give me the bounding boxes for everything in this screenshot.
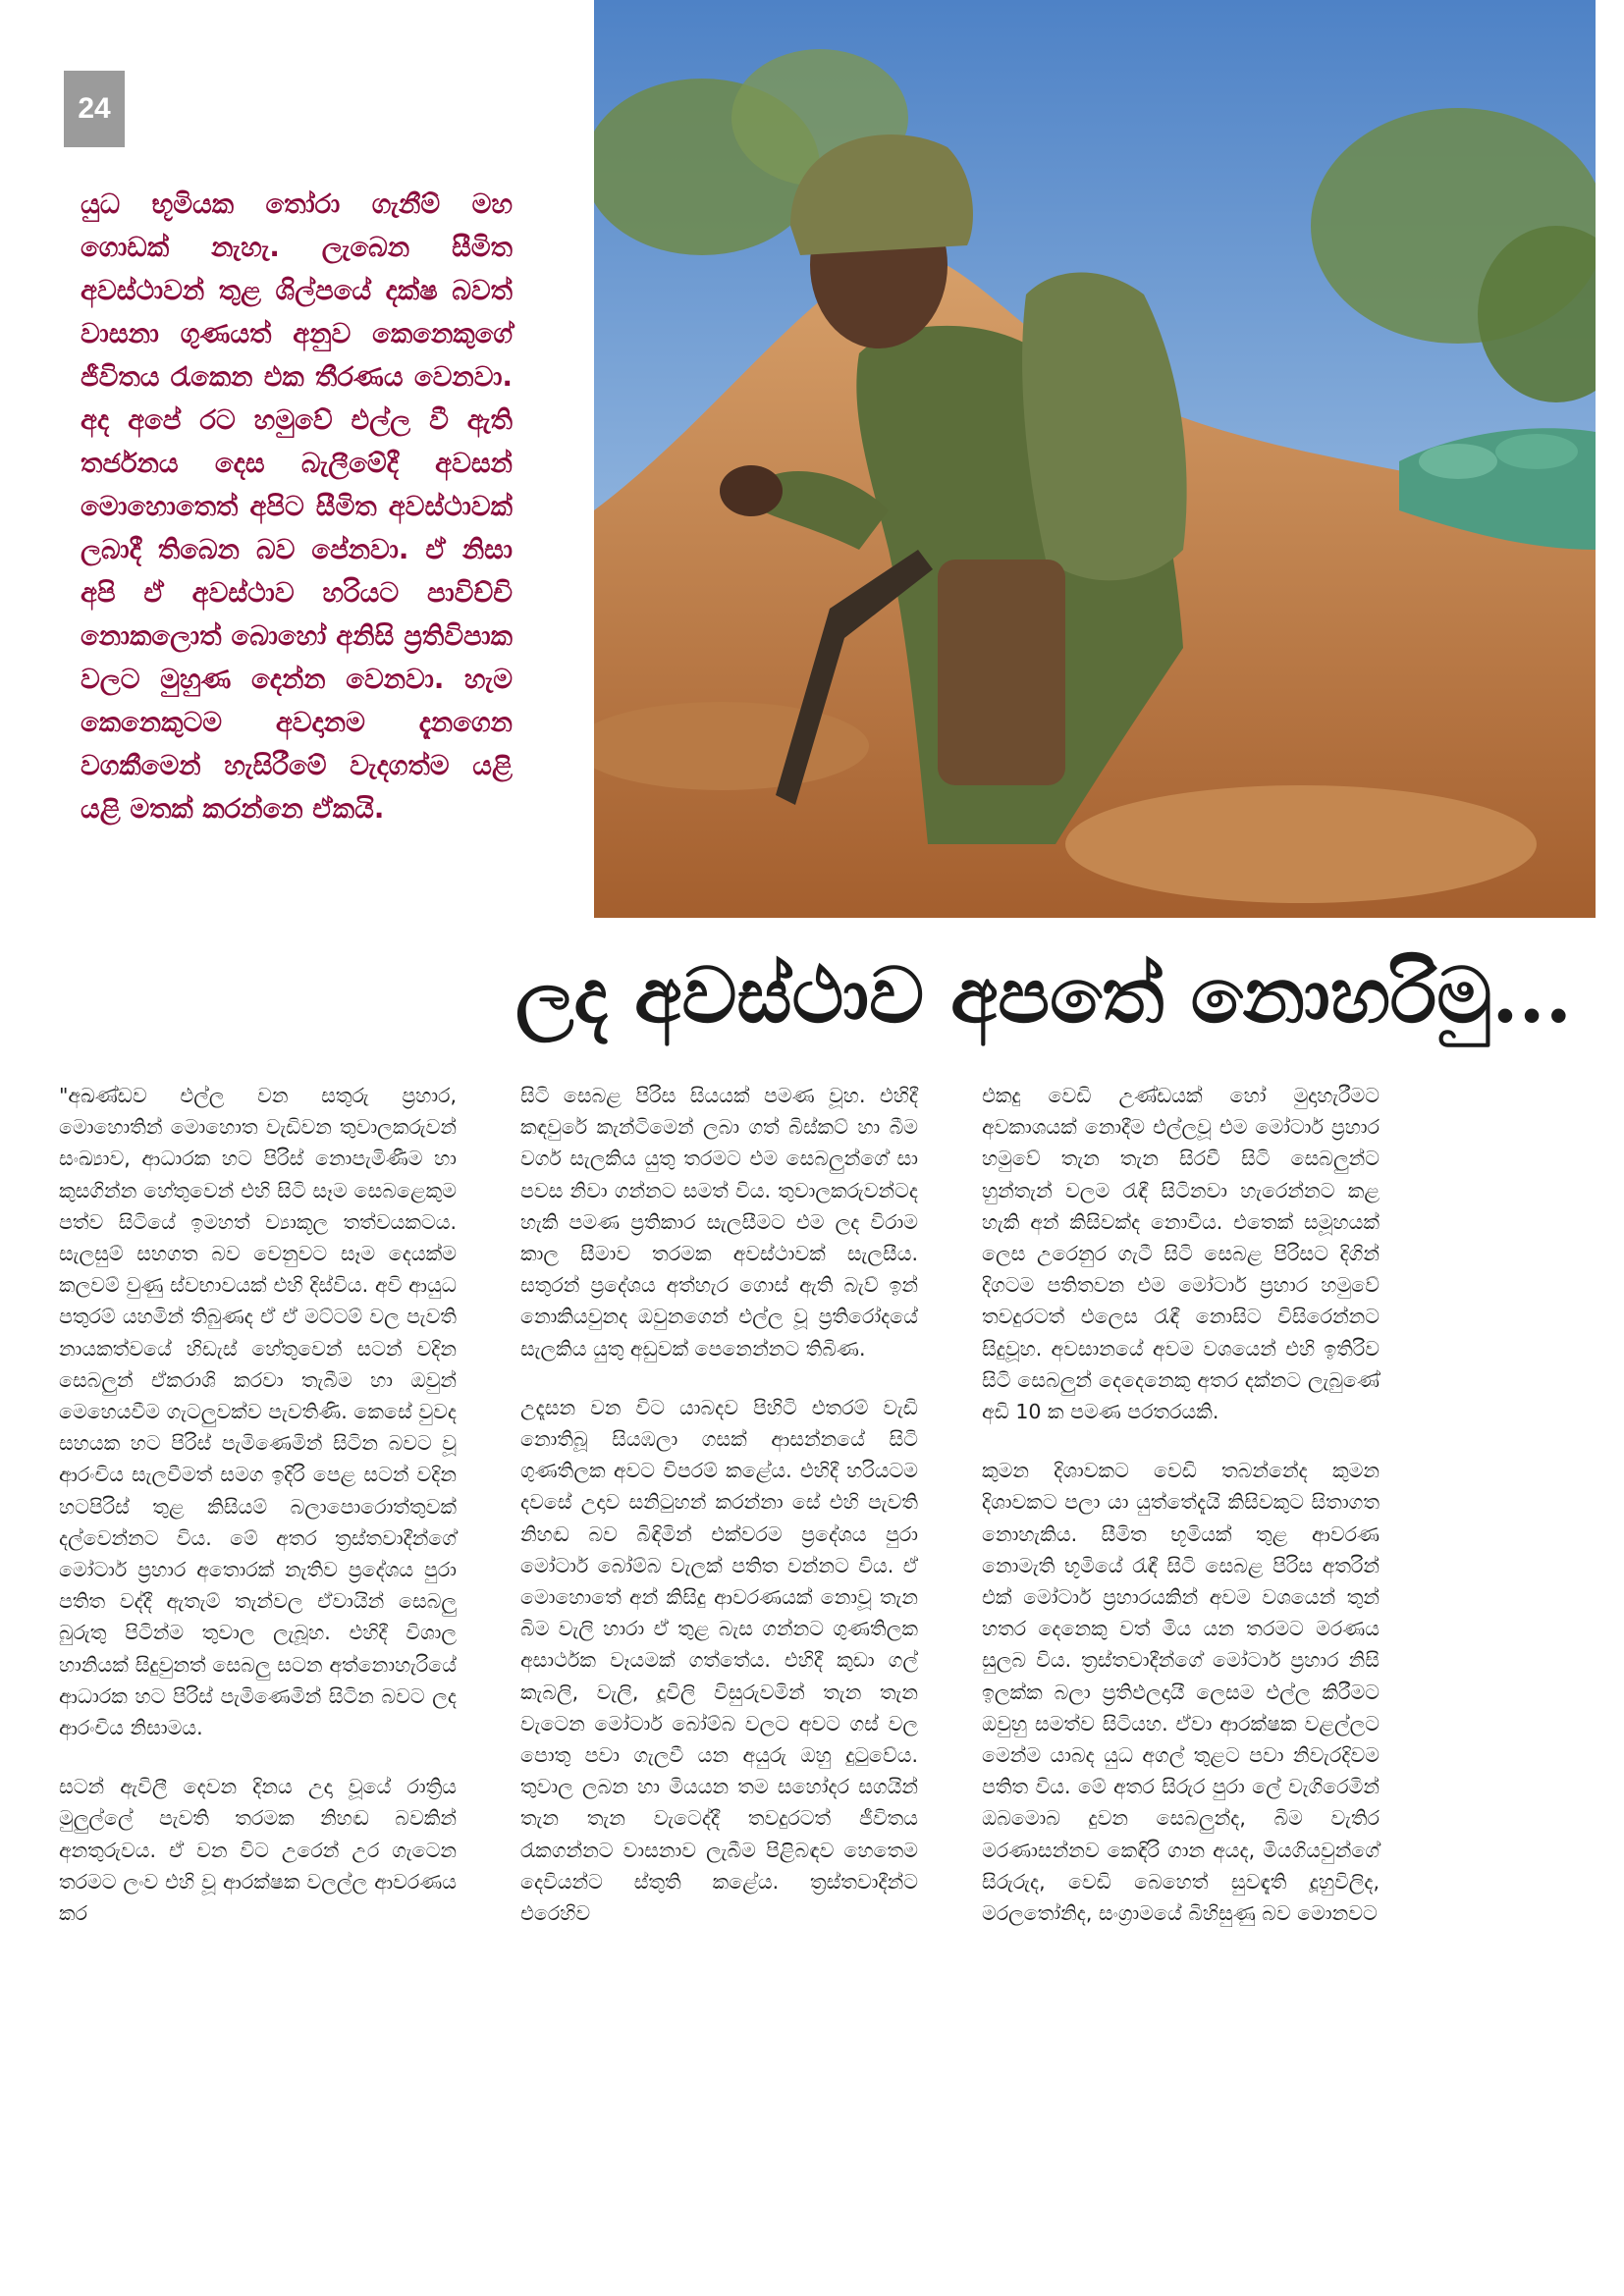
article-column-3 [982,1080,1380,1956]
article-column-2 [520,1080,918,1956]
paragraph: "අඛණ්ඩව එල්ල වන සතුරු ප්‍රහාර, මොහොතින් මොහොත වැඩිවන තුවාලකරුවන් සංඛ්‍යාව, ආධාරක හට පිරිස් නොපැමිණීම හා කුසගින්න හේතුවෙන් එහි සිටි සෑම සෙබළෙකුම පත්ව සිටියේ ඉමහත් ව්‍යාකූල තත්වයකටය. සැලසුම් සහගත බව වෙනුවට සෑම දෙයක්ම කලවම් වුණු ස්වභාවයක් එහි දිස්විය. අවි ආයුධ පතුරම් යහමින් තිබුණද ඒ ඒ මට්ටම් වල පැවති නායකත්වයේ හිඩැස් හේතුවෙන් සටන් වදින සෙබලුන් ඒකරාශි කරවා තැබීම හා ඔවුන් මෙහෙයවීම ගැටලුවක්ව පැවතිණි. කෙසේ වුවද සහයක හට පිරිස් පැමිණෙමින් සිටින බවට වූ ආරංචිය සැලවීමත් සමග ඉදිරි පෙළ සටන් වදින හටපිරිස් තුළ කිසියම් බලාපොරොත්තුවක් දල්වෙන්නට විය. මේ අතර ත්‍රස්තවාදීන්ගේ මෝටාර් ප්‍රහාර අතොරක් නැතිව ප්‍රදේශය පුරා පතිත වද්දී ඇතැම් තැන්වල ඒවායින් සෙබලු බුරුතු පිටින්ම තුවාල ලැබූහ. එහිදී විශාල හානියක් සිදුවුනත් සෙබලු සටන අත්නොහැරියේ ආධාරක හට පිරිස් පැමිණෙමින් සිටින බවට ලද ආරංචිය නිසාමය. [59,1084,457,1740]
paragraph: කුමන දිශාවකට වෙඩි තබන්නේද කුමන දිශාවකට පලා යා යුත්තේදැයි කිසිවකුට සිතාගත නොහැකිය. සීමිත භූමියක් තුළ ආවරණ නොමැති භූමියේ රැඳී සිටි සෙබළ පිරිස අතරින් එක් මෝටාර් ප්‍රහාරයකින් අවම වශයෙන් තුන් හතර දෙනෙකු වත් මිය යන තරමට මරණය සුලබ විය. ත්‍රස්තවාදීන්ගේ මෝටාර් ප්‍රහාර නිසි ඉලක්ක බලා ප්‍රතිඵලදායී ලෙසම එල්ල කිරීමට ඔවුහු සමත්ව සිටියහ. ඒවා ආරක්ෂක වළල්ලට මෙන්ම යාබද යුධ අගල් තුළට පවා නිවැරදිවම පතිත විය. මේ අතර සිරුර පුරා ලේ වැගිරෙමින් ඔබමොබ දුවන සෙබලුන්ද, බිම වැතිර මරණාසන්නව කෙඳිරි ගාන අයද, මියගියවුන්ගේ සිරුරුද, වෙඩි බෙහෙත් සුවඳැති දූහුවිලිද, මරලතෝනිද, සංග්‍රාමයේ බිහිසුණු බව මොනවට [982,1459,1380,1926]
soldier-photo [594,0,1596,918]
paragraph: සිටි සෙබළ පිරිස සියයක් පමණ වූහ. එහිදී කඳවුරේ කැන්ටිමෙන් ලබා ගත් බිස්කට් හා බීම වර්ග සැලකිය යුතු තරමට එම සෙබලුන්ගේ සා පවස නිවා ගන්නට සමත් විය. තුවාලකරුවන්ටද හැකි පමණ ප්‍රතිකාර සැලසීමට එම ලද විරාම කාල සීමාව තරමක අවස්ථාවක් සැලසීය. සතුරන් ප්‍රදේශය අත්හැර ගොස් ඇති බැව් ඉන් නොකියවුනද ඔවුනගෙන් එල්ල වූ ප්‍රතිරෝදයේ සැලකිය යුතු අඩුවක් පෙනෙන්නට තිබිණ. [520,1084,918,1361]
paragraph: උදෑසන වන විට යාබදව පිහිටි එතරම් වැඩි නොතිබූ සියඹලා ගසක් ආසන්නයේ සිටි ගුණතිලක අවට විපරම් කළේය. එහිදී හරියටම දවසේ උදාව සනිටුහන් කරන්නා සේ එහි පැවති නිහඬ බව බිඳිමින් එක්වරම ප්‍රදේශය පුරා මෝටාර් බෝම්බ වැලක් පතිත වන්නට විය. ඒ මොහොතේ අන් කිසිදු ආවරණයක් නොවූ තැන බිම වැලි හාරා ඒ තුළ බැස ගන්නට ගුණතිලක අසාර්ථක වෑයමක් ගත්තේය. එහිදී කුඩා ගල් කැබලි, වැලි, දූවිලි විසුරුවමින් තැන තැන වැටෙන මෝටාර් බෝම්බ වලට අවට ගස් වල පොතු පවා ගැලවී යන අයුරු ඔහු දුටුවේය. තුවාල ලබන හා මියයන තම සහෝදර සගයින් තැන තැන වැටෙද්දී තවදුරටත් ජීවිතය රැකගන්නට වාසනාව ලැබීම පිළිබඳව හෙතෙම දෙවියන්ට ස්තුති කළේය. ත්‍රස්තවාදීන්ට එරෙහිව [520,1395,918,1926]
intro-text: යුධ භූමියක තෝරා ගැනීම් මහ ගොඩක් නැහැ. ලැබෙන සීමිත අවස්ථාවන් තුළ ශිල්පයේ දක්ෂ බවත් වාසනා ගුණයත් අනුව කෙනෙකුගේ ජීවිතය රැකෙන එක තීරණය වෙනවා. අද අපේ රට හමුවේ එල්ල වී ඇති තර්ජනය දෙස බැලීමේදී අවසන් මොහොතෙත් අපිට සීමිත අවස්ථාවක් ලබාදී තිබෙන බව පේනවා. ඒ නිසා අපි ඒ අවස්ථාව හරියට පාවිච්චි නොකලොත් බොහෝ අනිසි ප්‍රතිවිපාක වලට මුහුණ දෙන්න වෙනවා. හැම කෙනෙකුටම අවදානම දැනගෙන වගකීමෙන් හැසිරීමේ වැදගත්ම යළි යළි මතක් කරන්නෙ ඒකයි. [81,188,513,825]
page-number: 24 [64,71,125,147]
article-column-1 [59,1080,457,1956]
paragraph: සටන් ඇවිලී දෙවන දිනය උදා වූයේ රාත්‍රිය මුලුල්ලේ පැවති තරමක නිහඬ බවකින් අනතුරුවය. ඒ වන විට උරෙන් උර ගැටෙන තරමට ලංව එහි වූ ආරක්ෂක වලල්ල ආවරණය කර [59,1775,457,1926]
headline: ලද අවස්ථාව අපතේ නොහරිමු... [515,951,1572,1041]
paragraph: එකදු වෙඩි උණ්ඩයක් හෝ මුදාහැරීමට අවකාශයක් නොදීම එල්ලවූ එම මෝටාර් ප්‍රහාර හමුවේ තැන තැන සිරවී සිටි සෙබලුන්ට හුන්තැන් වලම රැඳී සිටිනවා හැරෙන්නට කළ හැකි අන් කිසිවක්ද නොවීය. එතෙක් සමූහයක් ලෙස උරෙනුර ගැටී සිටි සෙබළ පිරිසට දිගින් දිගටම පතිතවන එම මෝටාර් ප්‍රහාර හමුවේ තවදුරටත් එලෙස රැඳී නොසිට විසිරෙන්නට සිදුවූහ. අවසානයේ අවම වශයෙන් එහි ඉතිරිව සිටි සෙබලුන් දෙදෙනෙකු අතර දක්නට ලැබුණේ අඩි 10 ක පමණ පරතරයකි. [982,1084,1380,1424]
